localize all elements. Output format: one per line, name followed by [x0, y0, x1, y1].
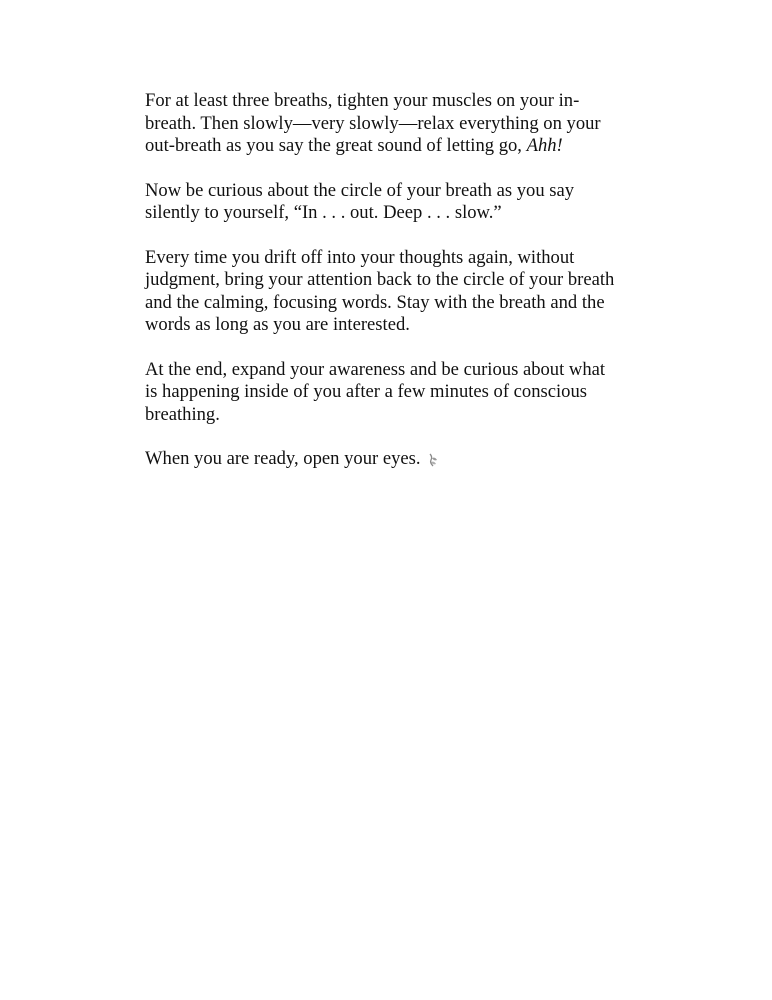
text-line-part: When you are ready, open your eyes.: [145, 448, 421, 469]
text-line: breathing.: [145, 403, 220, 425]
text-line: For at least three breaths, tighten your muscles on your in-: [145, 90, 580, 111]
text-line: At the end, expand your awareness and be curious about what: [145, 358, 606, 380]
text-line: silently to yourself, “In . . . out. Deep . . . slow.”: [145, 202, 502, 223]
paragraph-1: [145, 90, 635, 158]
text-line: [145, 135, 635, 158]
paragraph-4: [145, 359, 635, 427]
text-line: breath. Then slowly—very slowly—relax everything on your: [145, 112, 601, 134]
text-line: Every time you drift off into your thoughts again, without: [145, 246, 575, 268]
emphasized-word: Ahh!: [526, 135, 563, 156]
text-line: [145, 448, 635, 471]
text-line-part: out-breath as you say the great sound of letting go,: [145, 135, 527, 156]
paragraph-3: [145, 247, 635, 337]
leaf-end-mark-icon: [427, 453, 439, 467]
text-line: Now be curious about the circle of your breath as you say: [145, 179, 575, 201]
paragraph-2: [145, 180, 635, 225]
document-body: [145, 90, 635, 493]
text-line: words as long as you are interested.: [145, 314, 410, 335]
text-line: is happening inside of you after a few minutes of conscious: [145, 381, 588, 402]
paragraph-5: [145, 448, 635, 471]
text-line: and the calming, focusing words. Stay with the breath and the: [145, 291, 605, 313]
text-line: judgment, bring your attention back to the circle of your breath: [145, 269, 615, 290]
